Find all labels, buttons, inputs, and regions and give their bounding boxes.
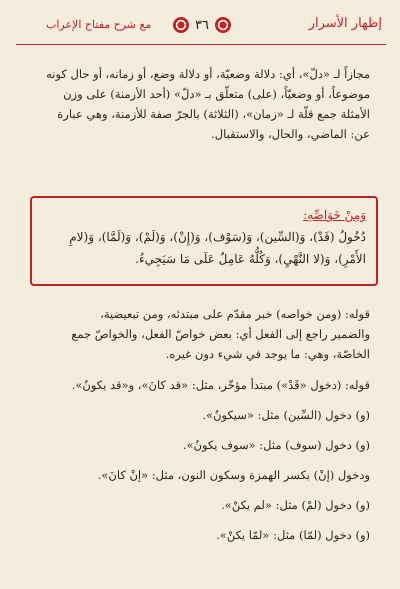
header-rule	[16, 44, 386, 45]
matn-box	[30, 196, 378, 286]
page-number: ٣٦	[195, 17, 209, 33]
book-title: إظهار الأسرار	[308, 16, 382, 31]
text-line: الخاصّة، وهي: ما يوجد في شيء دون غيره.	[165, 347, 370, 361]
page-header	[16, 8, 386, 48]
text-line: مجازاً لـ «دلّ»، أي: دلالة وضعيّة، أو دلالة وضع، أو زمانه، أو حال كونه	[46, 67, 370, 81]
text-line: قوله: (ومن خواصه) خبر مقدّم على مبتدئه، ومن تبعيضية،	[100, 307, 370, 321]
rosette-icon	[173, 17, 189, 33]
example-line: (و) دخول (سوف) مثل: «سوف يكونُ».	[182, 438, 370, 452]
rosette-icon	[215, 17, 231, 33]
example-line: (و) دخول (لمّا) مثل: «لمّا يكنْ».	[216, 528, 370, 542]
book-subtitle: مع شرح مفتاح الإعراب	[46, 18, 152, 31]
matn-line: دُخُولُ (قَدْ)، وَ(السِّين)، وَ(سَوْف)، وَ(إِنْ)، وَ(لَمْ)، وَ(لَمَّا)، وَ(لامِ	[69, 230, 366, 244]
example-line: (و) دخول (السِّين) مثل: «سيكونُ».	[202, 408, 370, 422]
commentary-paragraph-2	[25, 304, 370, 364]
example-line: قوله: (دخول «قَدْ») مبتدأ مؤخّر، مثل: «قد كانَ»، و«قد يكونُ».	[71, 378, 370, 392]
matn-line: الأَمْرِ)، وَ(لا النَّهْيِ)، وَكُلُّهُ عَامِلٌ عَلَى مَا سَيَجِيءُ.	[135, 252, 366, 266]
example-line: (و) دخول (لمْ) مثل: «لم يكنْ».	[221, 498, 370, 512]
matn-heading: وَمِنْ خَوَاصِّهِ:	[303, 208, 366, 222]
examples-list	[25, 370, 370, 550]
text-line: والضمير راجع إلى الفعل أي: بعض خواصّ الفعل، والخواصّ جمع	[71, 327, 370, 341]
example-line: ودخول (إنْ) بكسر الهمزة وسكون النون، مثل: «إنْ كانَ».	[97, 468, 370, 482]
text-line: موضوعاً، أو وضعيّاً، (على) متعلّق بـ «دلّ» (أحد الأزمنة) على وزن	[63, 87, 370, 101]
page-number-ornament	[162, 14, 242, 36]
commentary-paragraph-1	[25, 64, 370, 144]
text-line: عن: الماضي، والحال، والاستقبال.	[211, 127, 370, 141]
text-line: الأمثلة جمع قلّة لـ «زمان»، (الثلاثة) بالجرّ صفة للأزمنة، وهي عبارة	[57, 107, 370, 121]
